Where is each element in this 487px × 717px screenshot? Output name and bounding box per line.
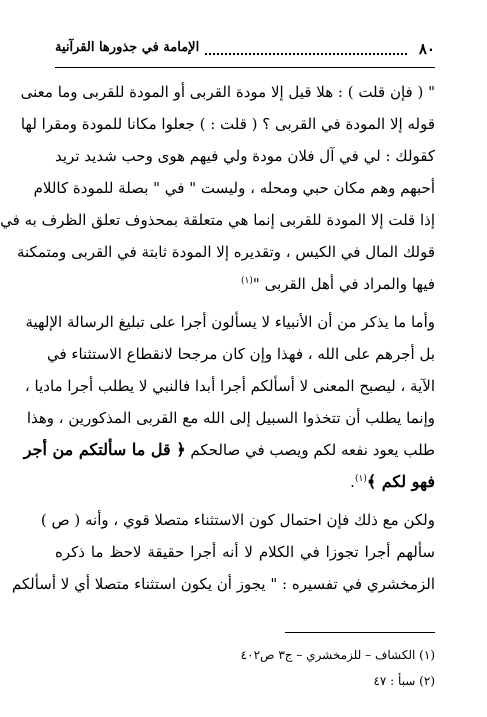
text-line: " ( فإن قلت ) : هلا قيل إلا مودة القربى أو المودة للقربى وما معنى bbox=[20, 83, 435, 101]
footnote-item: (٢) سبأ : ٤٧ bbox=[373, 674, 435, 688]
footnote-item: (١) الكشاف – للزمخشري – ج٣ ص٤٠٢ bbox=[240, 648, 435, 662]
text-line bbox=[55, 268, 435, 300]
footnote-divider bbox=[285, 632, 435, 633]
footnote-marker: (١) bbox=[354, 474, 367, 484]
text-line: إذا قلت إلا المودة للقربى إنما هي متعلقة بمحذوف تعلق الظرف به في bbox=[0, 211, 435, 229]
quran-verse-end: فهو لكم ﴾ bbox=[366, 472, 435, 491]
text-line: ولكن مع ذلك فإن احتمال كون الاستثناء متصلا قوي ، وأنه ( ص ) bbox=[40, 511, 435, 529]
text-line: سألهم أجرا تجوزا في الكلام لا أنه أجرا حقيقة لاحظ ما ذكره bbox=[55, 543, 435, 561]
footnote-marker: (١) bbox=[241, 276, 253, 286]
quote-end-text: فيها والمراد في أهل القربى " bbox=[252, 275, 435, 293]
text-line: أحبهم وهم مكان حبي ومحله ، وليست " في " بصلة للمودة كاللام bbox=[33, 179, 435, 197]
body-text bbox=[0, 76, 435, 600]
sentence-end: . bbox=[350, 473, 355, 491]
text-line: وأما ما يذكر من أن الأنبياء لا يسألون أجرا على تبليغ الرسالة الإلهية bbox=[25, 313, 435, 331]
quran-verse: ﴿ قل ما سألتكم من أجر bbox=[23, 440, 186, 459]
header-leader-dots bbox=[205, 53, 407, 55]
text-line: الآية ، ليصبح المعنى لا أسألكم أجرا أبدا فالنبي لا يطلب أجرا ماديا ، bbox=[24, 377, 435, 395]
header-rule bbox=[55, 67, 435, 68]
text-line: الزمخشري في تفسيره : " يجوز أن يكون استثناء متصلا أي لا أسألكم bbox=[11, 575, 435, 593]
text-line: كقولك : لي في آل فلان مودة ولي فيهم هوى وحب شديد تريد bbox=[55, 147, 435, 165]
text-line: قولك المال في الكيس ، وتقديره إلا المودة ثابتة في القربى ومتمكنة bbox=[16, 243, 435, 261]
text-line: وإنما يطلب أن تتخذوا السبيل إلى الله مع القربى المذكورين ، وهذا bbox=[26, 409, 435, 427]
page-number: ٨٠ bbox=[418, 40, 435, 58]
text-line bbox=[55, 466, 435, 498]
running-header bbox=[55, 34, 435, 64]
text-line bbox=[23, 434, 435, 466]
chapter-title: الإمامة في جذورها القرآنية bbox=[55, 40, 200, 55]
footnotes bbox=[55, 642, 435, 694]
text-line: بل أجرهم على الله ، فهذا وإن كان مرجحا لانقطاع الاستثناء في bbox=[46, 345, 435, 363]
line-prefix: طلب يعود نفعه لكم ويصب في صالحكم bbox=[190, 441, 435, 459]
text-line: قوله إلا المودة في القربى ؟ ( قلت : ) جعلوا مكانا للمودة ومقرا لها bbox=[20, 115, 435, 133]
